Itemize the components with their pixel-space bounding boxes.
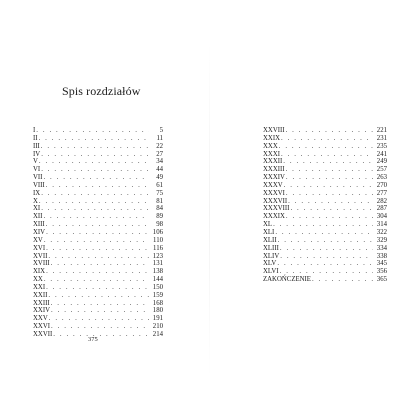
toc-entry <box>263 127 387 135</box>
toc-entry-page: 168 <box>152 299 163 307</box>
toc-entry <box>33 158 163 166</box>
toc-entry-label: I <box>33 127 36 134</box>
toc-entry <box>263 229 387 237</box>
toc-entry-label: VIII <box>33 181 45 189</box>
toc-entry-page: 263 <box>376 174 387 182</box>
dot-leader <box>286 190 373 198</box>
toc-entry <box>33 253 163 261</box>
dot-leader <box>51 260 149 268</box>
toc-entry-label: V <box>33 158 38 166</box>
toc-entry-page: 11 <box>156 134 163 142</box>
toc-entry-page: 22 <box>156 142 163 150</box>
dot-leader <box>41 205 149 213</box>
dot-leader <box>43 174 149 182</box>
dot-leader <box>286 174 373 182</box>
toc-entry-page: 106 <box>152 228 163 236</box>
toc-entry-label: XIV <box>33 228 46 236</box>
toc-entry <box>33 323 163 331</box>
dot-leader <box>290 205 373 213</box>
dot-leader <box>288 198 373 206</box>
toc-entry-label: XV <box>33 236 43 244</box>
toc-entry-label: XLV <box>263 260 277 268</box>
toc-entry-label: XLVI <box>263 268 279 276</box>
dot-leader <box>39 198 149 206</box>
toc-left-column <box>33 127 163 339</box>
toc-entry-label: XVI <box>33 244 46 252</box>
toc-entry-label: XLIII <box>263 244 279 252</box>
toc-entry <box>33 237 163 245</box>
dot-leader <box>41 190 149 198</box>
toc-entry-page: 110 <box>153 236 163 244</box>
toc-entry <box>33 315 163 323</box>
toc-entry-label: XXX <box>263 142 278 150</box>
dot-leader <box>286 127 373 135</box>
toc-entry <box>263 182 387 190</box>
toc-entry-label: XXXVI <box>263 189 285 197</box>
toc-entry-label: VI <box>33 166 41 174</box>
toc-entry-page: 345 <box>376 260 387 268</box>
toc-entry-page: 287 <box>376 205 387 213</box>
dot-leader <box>286 213 373 221</box>
toc-entry-label: XXXIX <box>263 213 285 221</box>
toc-entry-page: 191 <box>152 315 163 323</box>
toc-entry-label: III <box>33 142 40 150</box>
toc-entry <box>33 151 163 159</box>
dot-leader <box>48 253 149 261</box>
toc-entry <box>33 198 163 206</box>
toc-entry-page: 84 <box>156 205 163 213</box>
toc-entry <box>33 143 163 151</box>
toc-entry-label: X <box>33 197 38 205</box>
toc-entry-label: ZAKOŃCZENIE <box>263 276 311 284</box>
dot-leader <box>53 331 149 339</box>
toc-entry <box>33 292 163 300</box>
toc-entry-label: XIX <box>33 268 46 276</box>
toc-entry-label: XLII <box>263 236 277 244</box>
toc-entry-label: XXIV <box>33 307 50 315</box>
toc-entry-label: XXXVIII <box>263 205 290 213</box>
toc-entry-label: XXI <box>33 283 46 291</box>
toc-entry <box>263 237 387 245</box>
toc-entry-page: 210 <box>152 323 163 331</box>
toc-entry <box>33 229 163 237</box>
dot-leader <box>281 135 373 143</box>
dot-leader <box>43 213 149 221</box>
toc-entry <box>33 182 163 190</box>
toc-entry-label: IX <box>33 189 41 197</box>
toc-entry <box>263 151 387 159</box>
toc-entry-page: 365 <box>376 276 387 284</box>
toc-entry-page: 49 <box>156 174 163 182</box>
toc-entry-page: 277 <box>376 189 387 197</box>
toc-entry <box>263 174 387 182</box>
toc-entry-label: XXXVII <box>263 197 288 205</box>
dot-leader <box>46 229 149 237</box>
toc-entry <box>33 260 163 268</box>
dot-leader <box>284 182 373 190</box>
toc-entry-page: 231 <box>376 134 387 142</box>
dot-leader <box>312 276 373 284</box>
toc-entry <box>263 268 387 276</box>
toc-entry <box>33 174 163 182</box>
dot-leader <box>281 151 373 159</box>
page-title: Spis rozdziałów <box>62 84 141 98</box>
toc-entry-page: 180 <box>152 307 163 315</box>
toc-entry <box>263 158 387 166</box>
toc-entry-page: 334 <box>376 244 387 252</box>
dot-leader <box>49 315 149 323</box>
toc-entry <box>33 166 163 174</box>
toc-entry-label: XXXIII <box>263 166 285 174</box>
dot-leader <box>278 237 373 245</box>
toc-entry-page: 116 <box>153 244 163 252</box>
dot-leader <box>51 307 149 315</box>
dot-leader <box>46 245 149 253</box>
toc-entry-page: 322 <box>376 228 387 236</box>
toc-entry-label: XVIII <box>33 260 50 268</box>
toc-entry-label: XXV <box>33 315 48 323</box>
dot-leader <box>41 143 149 151</box>
toc-entry <box>33 190 163 198</box>
dot-leader <box>41 151 149 159</box>
toc-entry-page: 356 <box>376 268 387 276</box>
toc-entry-page: 304 <box>376 213 387 221</box>
dot-leader <box>283 158 373 166</box>
toc-entry <box>263 190 387 198</box>
toc-entry-page: 89 <box>156 213 163 221</box>
toc-entry-label: XXVII <box>33 330 53 338</box>
dot-leader <box>286 166 373 174</box>
toc-entry <box>263 213 387 221</box>
dot-leader <box>39 135 149 143</box>
toc-entry <box>263 143 387 151</box>
toc-entry-page: 235 <box>376 142 387 150</box>
toc-entry-label: XLI <box>263 228 275 236</box>
toc-entry-page: 314 <box>376 221 387 229</box>
toc-entry <box>263 253 387 261</box>
dot-leader <box>36 127 149 135</box>
toc-entry-label: XX <box>33 276 43 284</box>
toc-entry-label: XIII <box>33 221 45 229</box>
toc-entry-page: 81 <box>156 197 163 205</box>
toc-entry-page: 61 <box>156 181 163 189</box>
toc-entry-label: XXVI <box>33 323 50 331</box>
dot-leader <box>273 221 373 229</box>
toc-entry-label: XXVIII <box>263 127 285 134</box>
toc-entry <box>263 260 387 268</box>
dot-leader <box>46 221 149 229</box>
toc-entry <box>263 166 387 174</box>
toc-entry-page: 44 <box>156 166 163 174</box>
toc-entry <box>33 300 163 308</box>
toc-entry <box>263 205 387 213</box>
toc-entry-page: 123 <box>152 252 163 260</box>
toc-entry <box>263 221 387 229</box>
toc-entry <box>263 135 387 143</box>
dot-leader <box>44 237 149 245</box>
toc-right-column <box>263 127 387 284</box>
dot-leader <box>46 284 149 292</box>
page-number: 375 <box>88 336 98 343</box>
toc-entry-page: 241 <box>376 150 387 158</box>
toc-entry <box>263 276 387 284</box>
toc-entry-label: XI <box>33 205 41 213</box>
toc-entry-page: 144 <box>152 276 163 284</box>
toc-entry-label: XII <box>33 213 43 221</box>
dot-leader <box>279 143 373 151</box>
toc-entry-label: XXIII <box>33 299 50 307</box>
toc-entry <box>263 198 387 206</box>
toc-entry <box>33 307 163 315</box>
dot-leader <box>39 158 149 166</box>
toc-entry-page: 150 <box>152 283 163 291</box>
dot-leader <box>51 323 149 331</box>
toc-entry-page: 5 <box>159 127 163 134</box>
dot-leader <box>46 182 149 190</box>
toc-entry-label: XXIX <box>263 134 280 142</box>
toc-entry-page: 257 <box>376 166 387 174</box>
toc-entry <box>33 276 163 284</box>
toc-entry-label: XVII <box>33 252 48 260</box>
toc-entry-page: 329 <box>376 236 387 244</box>
dot-leader <box>44 276 149 284</box>
toc-entry-page: 270 <box>376 181 387 189</box>
toc-entry-label: II <box>33 134 38 142</box>
toc-entry-page: 27 <box>156 150 163 158</box>
dot-leader <box>46 268 149 276</box>
toc-entry-page: 75 <box>156 189 163 197</box>
toc-entry-label: VII <box>33 174 43 182</box>
toc-entry-label: XL <box>263 221 273 229</box>
dot-leader <box>280 253 373 261</box>
toc-entry <box>33 245 163 253</box>
toc-entry-label: IV <box>33 150 41 158</box>
toc-entry <box>33 331 163 339</box>
toc-entry <box>33 127 163 135</box>
toc-entry <box>33 205 163 213</box>
toc-entry <box>33 221 163 229</box>
toc-entry-label: XXXI <box>263 150 280 158</box>
dot-leader <box>280 245 373 253</box>
dot-leader <box>280 268 373 276</box>
toc-entry-label: XLIV <box>263 252 280 260</box>
toc-entry <box>33 213 163 221</box>
toc-entry-page: 34 <box>156 158 163 166</box>
toc-entry-page: 214 <box>152 330 163 338</box>
toc-entry-page: 282 <box>376 197 387 205</box>
toc-entry-page: 221 <box>376 127 387 134</box>
toc-entry-label: XXXV <box>263 181 283 189</box>
toc-entry <box>33 284 163 292</box>
toc-entry-page: 249 <box>376 158 387 166</box>
toc-entry-page: 98 <box>156 221 163 229</box>
dot-leader <box>275 229 373 237</box>
toc-entry-label: XXXIV <box>263 174 285 182</box>
dot-leader <box>41 166 149 174</box>
dot-leader <box>48 292 149 300</box>
dot-leader <box>277 260 373 268</box>
toc-entry <box>33 268 163 276</box>
dot-leader <box>51 300 149 308</box>
toc-entry-label: XXII <box>33 291 48 299</box>
toc-entry-page: 159 <box>152 291 163 299</box>
toc-entry <box>33 135 163 143</box>
toc-entry-page: 131 <box>152 260 163 268</box>
toc-entry-page: 338 <box>376 252 387 260</box>
toc-entry <box>263 245 387 253</box>
toc-entry-page: 138 <box>152 268 163 276</box>
toc-entry-label: XXXII <box>263 158 283 166</box>
page-gutter <box>209 40 210 380</box>
